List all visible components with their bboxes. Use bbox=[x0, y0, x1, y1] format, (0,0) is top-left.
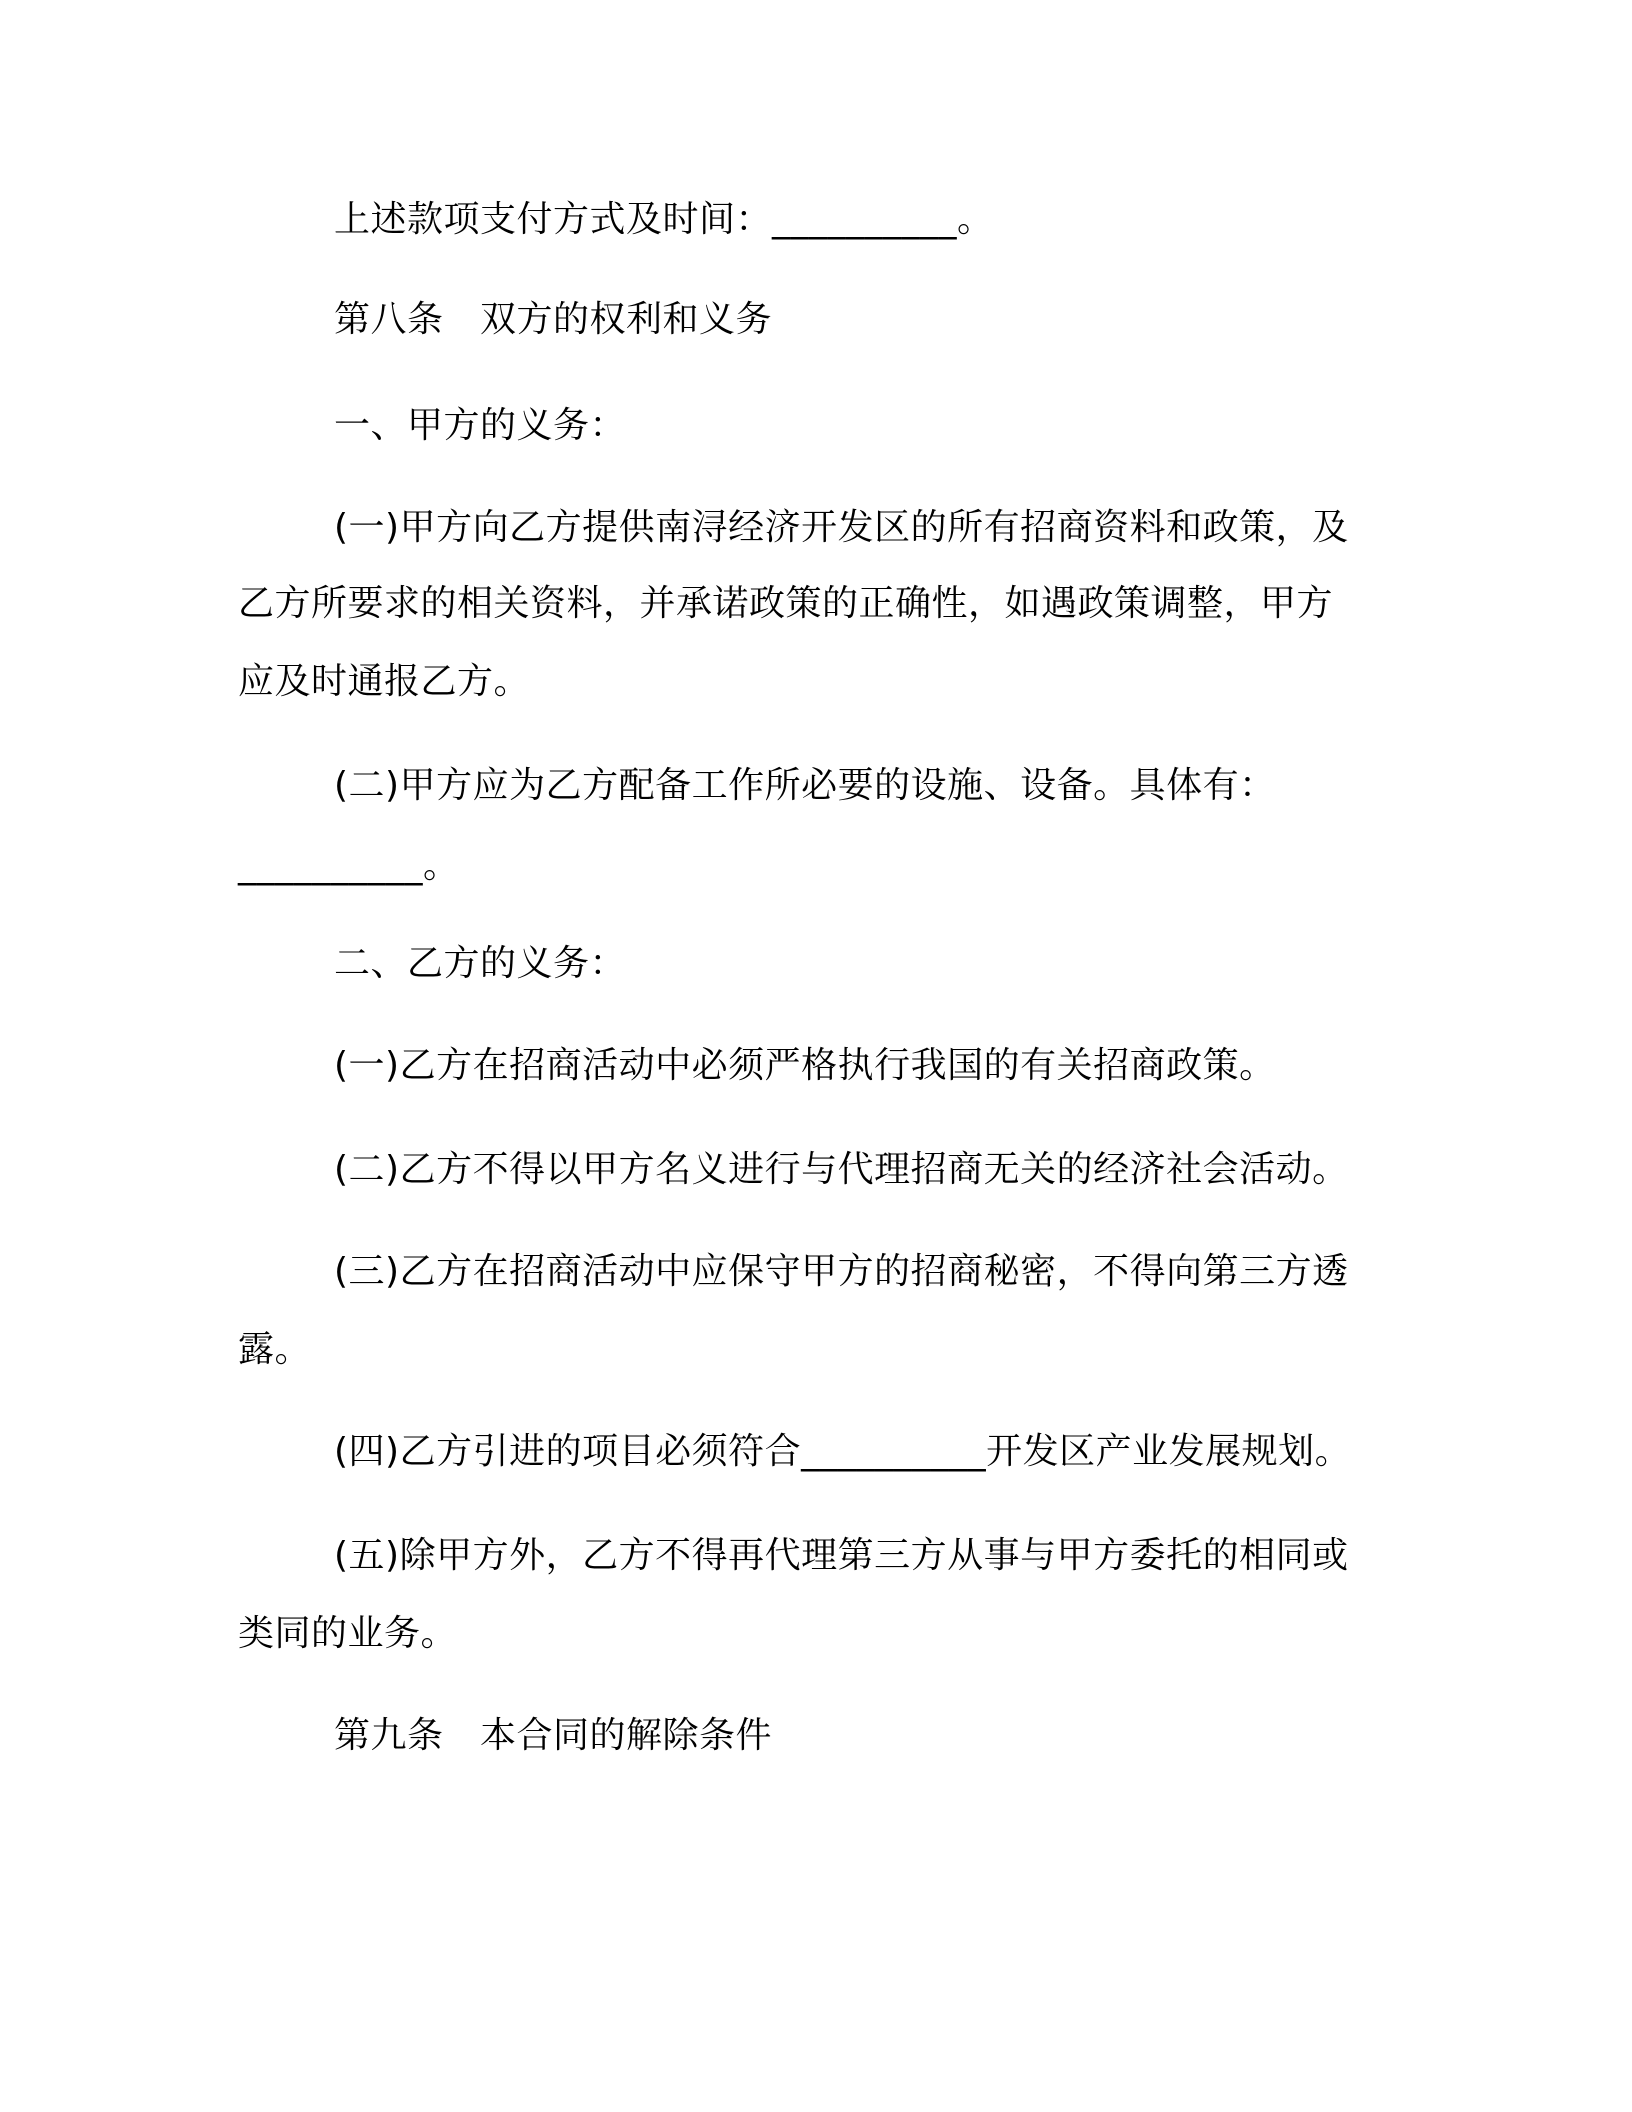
party-b-clause-3-line-2: 露。 bbox=[238, 1329, 312, 1370]
party-b-clause-2: (二)乙方不得以甲方名义进行与代理招商无关的经济社会活动。 bbox=[334, 1149, 1349, 1190]
article-9-heading: 第九条 本合同的解除条件 bbox=[334, 1715, 773, 1756]
party-a-clause-2-line-2: __________。 bbox=[238, 845, 460, 886]
party-a-clause-1-line-2: 乙方所要求的相关资料，并承诺政策的正确性，如遇政策调整，甲方 bbox=[238, 583, 1334, 624]
party-b-clause-5-line-2: 类同的业务。 bbox=[238, 1613, 458, 1654]
article-8-heading: 第八条 双方的权利和义务 bbox=[334, 299, 773, 340]
party-a-clause-1-line-1: (一)甲方向乙方提供南浔经济开发区的所有招商资料和政策，及 bbox=[334, 507, 1349, 548]
party-a-clause-1-line-3: 应及时通报乙方。 bbox=[238, 661, 531, 702]
party-b-clause-4: (四)乙方引进的项目必须符合__________开发区产业发展规划。 bbox=[334, 1431, 1352, 1472]
party-b-clause-5-line-1: (五)除甲方外，乙方不得再代理第三方从事与甲方委托的相同或 bbox=[334, 1535, 1349, 1576]
party-a-obligations-heading: 一、甲方的义务： bbox=[334, 405, 627, 446]
party-b-clause-3-line-1: (三)乙方在招商活动中应保守甲方的招商秘密，不得向第三方透 bbox=[334, 1251, 1349, 1292]
payment-method-line: 上述款项支付方式及时间：__________。 bbox=[334, 199, 994, 240]
party-b-clause-1: (一)乙方在招商活动中必须严格执行我国的有关招商政策。 bbox=[334, 1045, 1276, 1086]
party-b-obligations-heading: 二、乙方的义务： bbox=[334, 943, 627, 984]
party-a-clause-2-line-1: (二)甲方应为乙方配备工作所必要的设施、设备。具体有： bbox=[334, 765, 1276, 806]
